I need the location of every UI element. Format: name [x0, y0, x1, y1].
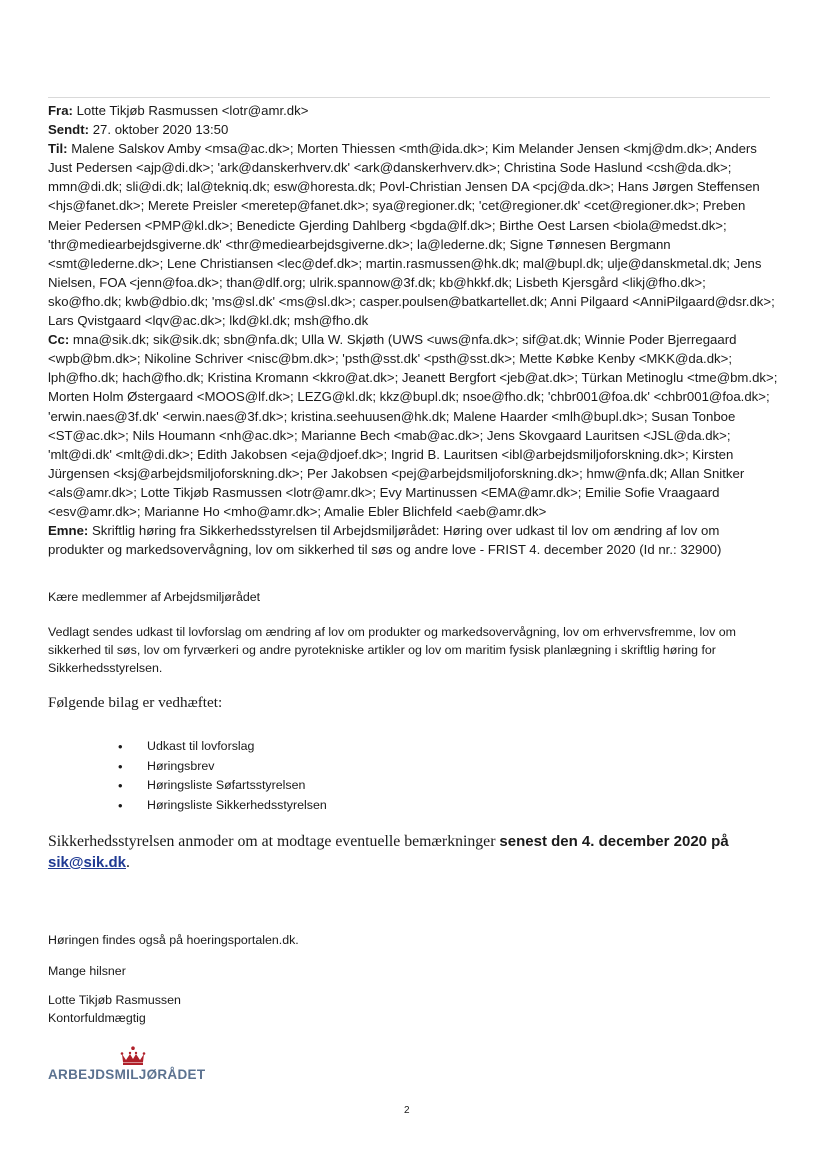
attachment-item: • Høringsbrev	[118, 757, 327, 777]
email-sent	[48, 120, 778, 139]
email-cc	[48, 330, 778, 521]
sent-label: Sendt:	[48, 122, 90, 138]
from-value: Lotte Tikjøb Rasmussen <lotr@amr.dk>	[76, 103, 309, 118]
page-number: 2	[404, 1105, 410, 1116]
attachments-intro: Følgende bilag er vedhæftet:	[48, 694, 223, 711]
signer-title: Kontorfuldmægtig	[48, 1011, 146, 1025]
sent-value: 27. oktober 2020 13:50	[92, 122, 229, 138]
deadline-text: Sikkerhedsstyrelsen anmoder om at modtage eventuelle bemærkninger	[48, 833, 500, 850]
signer-name: Lotte Tikjøb Rasmussen	[48, 993, 181, 1007]
logo-wordmark: ARBEJDSMILJØRÅDET	[48, 1067, 206, 1082]
from-label: Fra:	[48, 103, 73, 118]
attachment-item: • Udkast til lovforslag	[118, 737, 327, 757]
email-to	[48, 139, 778, 330]
subject-value: Skriftlig høring fra Sikkerhedsstyrelsen til Arbejdsmiljørådet: Høring over udkast til lov om ændring af lov om produkter og markedsovervågning, lov om sikkerhed til søs og andre love - FRIST 4. december 2020 (Id nr.: 32900)	[48, 523, 722, 558]
greeting: Kære medlemmer af Arbejdsmiljørådet	[48, 590, 261, 604]
header-separator	[48, 97, 770, 98]
closing: Mange hilsner	[48, 964, 126, 978]
deadline-paragraph	[48, 831, 788, 873]
portal-note: Høringen findes også på hoeringsportalen.dk.	[48, 933, 299, 947]
to-label: Til:	[48, 141, 68, 157]
email-from	[48, 101, 778, 120]
crown-icon	[120, 1046, 146, 1066]
logo	[48, 1046, 228, 1086]
paragraph-intro: Vedlagt sendes udkast til lovforslag om ændring af lov om produkter og markedsovervågning, lov om erhvervsfremme, lov om sikkerhed til søs, lov om fyrværkeri og andre pyrotekniske artikler og lov om maritim fysisk planlægning i skriftlig høring for Sikkerhedsstyrelsen.	[48, 625, 737, 675]
email-header	[48, 101, 778, 559]
attachment-list	[118, 737, 327, 816]
cc-value: mna@sik.dk; sik@sik.dk; sbn@nfa.dk; Ulla W. Skjøth (UWS <uws@nfa.dk>; sif@at.dk; Winnie Poder Bjerregaard <wpb@bm.dk>; Nikoline Schriver <nisc@bm.dk>; 'psth@sst.dk' <psth@sst.dk>; Mette Købke Kenby <MKK@da.dk>; lph@fho.dk; hach@fho.dk; Kristina Kromann <kkro@at.dk>; Jeanett Bergfort <jeb@at.dk>; Türkan Metinoglu <tme@bm.dk>; Morten Holm Østergaard <MOOS@lf.dk>; LEZG@kl.dk; kkz@bupl.dk; nsoe@fho.dk; 'chbr001@foa.dk' <chbr001@foa.dk>; 'erwin.naes@3f.dk' <erwin.naes@3f.dk>; kristina.seehuusen@hk.dk; Malene Haarder <mlh@bupl.dk>; Susan Tonboe <ST@ac.dk>; Nils Houmann <nh@ac.dk>; Marianne Bech <mab@ac.dk>; Jens Skovgaard Lauritsen <JSL@da.dk>; 'mlt@di.dk' <mlt@di.dk>; Edith Jakobsen <eja@djoef.dk>; Ingrid B. Lauritsen <ibl@arbejdsmiljoforskning.dk>; Kirsten Jürgensen <ksj@arbejdsmiljoforskning.dk>; Per Jakobsen <pej@arbejdsmiljoforskning.dk>; hmw@nfa.dk; Allan Snitker <als@amr.dk>; Lotte Tikjøb Rasmussen <lotr@amr.dk>; Evy Martinussen <EMA@amr.dk>; Emilie Sofie Vraagaard <esv@amr.dk>; Marianne Ho <mho@amr.dk>; Amalie Ebler Blichfeld <aeb@amr.dk>	[48, 332, 778, 519]
email-link[interactable]: sik@sik.dk	[48, 854, 127, 871]
attachment-item: • Høringsliste Sikkerhedsstyrelsen	[118, 796, 327, 816]
deadline-end: .	[126, 854, 130, 871]
attachment-item: • Høringsliste Søfartsstyrelsen	[118, 776, 327, 796]
to-value: Malene Salskov Amby <msa@ac.dk>; Morten Thiessen <mth@ida.dk>; Kim Melander Jensen <kmj@dm.dk>; Anders Just Pedersen <ajp@di.dk>; 'ark@danskerhverv.dk' <ark@danskerhverv.dk>; Christina Sode Haslund <csh@da.dk>; mmn@di.dk; sli@di.dk; lal@tekniq.dk; esw@horesta.dk; Povl-Christian Jensen DA <pcj@da.dk>; Hans Jørgen Steffensen <hjs@fanet.dk>; Merete Preisler <meretep@fanet.dk>; sya@regioner.dk; 'cet@regioner.dk' <cet@regioner.dk>; Preben Meier Pedersen <PMP@kl.dk>; Benedicte Gjerding Dahlberg <bgda@lf.dk>; Birthe Oest Larsen <biola@medst.dk>; 'thr@mediearbejdsgiverne.dk' <thr@mediearbejdsgiverne.dk>; la@lederne.dk; Signe Tønnesen Bergmann <smt@lederne.dk>; Lene Christiansen <lec@def.dk>; martin.rasmussen@hk.dk; mal@bupl.dk; ulje@danskmetal.dk; Jens Nielsen, FOA <jenn@foa.dk>; than@dlf.org; ulrik.spannow@3f.dk; kb@hkkf.dk; Lisbeth Kjersgård <likj@fho.dk>; sko@fho.dk; kwb@dbio.dk; 'ms@sl.dk' <ms@sl.dk>; casper.poulsen@batkartellet.dk; Anni Pilgaard <AnniPilgaard@dsr.dk>; Lars Qvistgaard <lqv@ac.dk>; lkd@kl.dk; msh@fho.dk	[48, 141, 775, 329]
cc-label: Cc:	[48, 332, 70, 348]
subject-label: Emne:	[48, 523, 89, 539]
deadline-bold: senest den 4. december 2020 på	[499, 833, 729, 850]
email-subject	[48, 521, 778, 559]
